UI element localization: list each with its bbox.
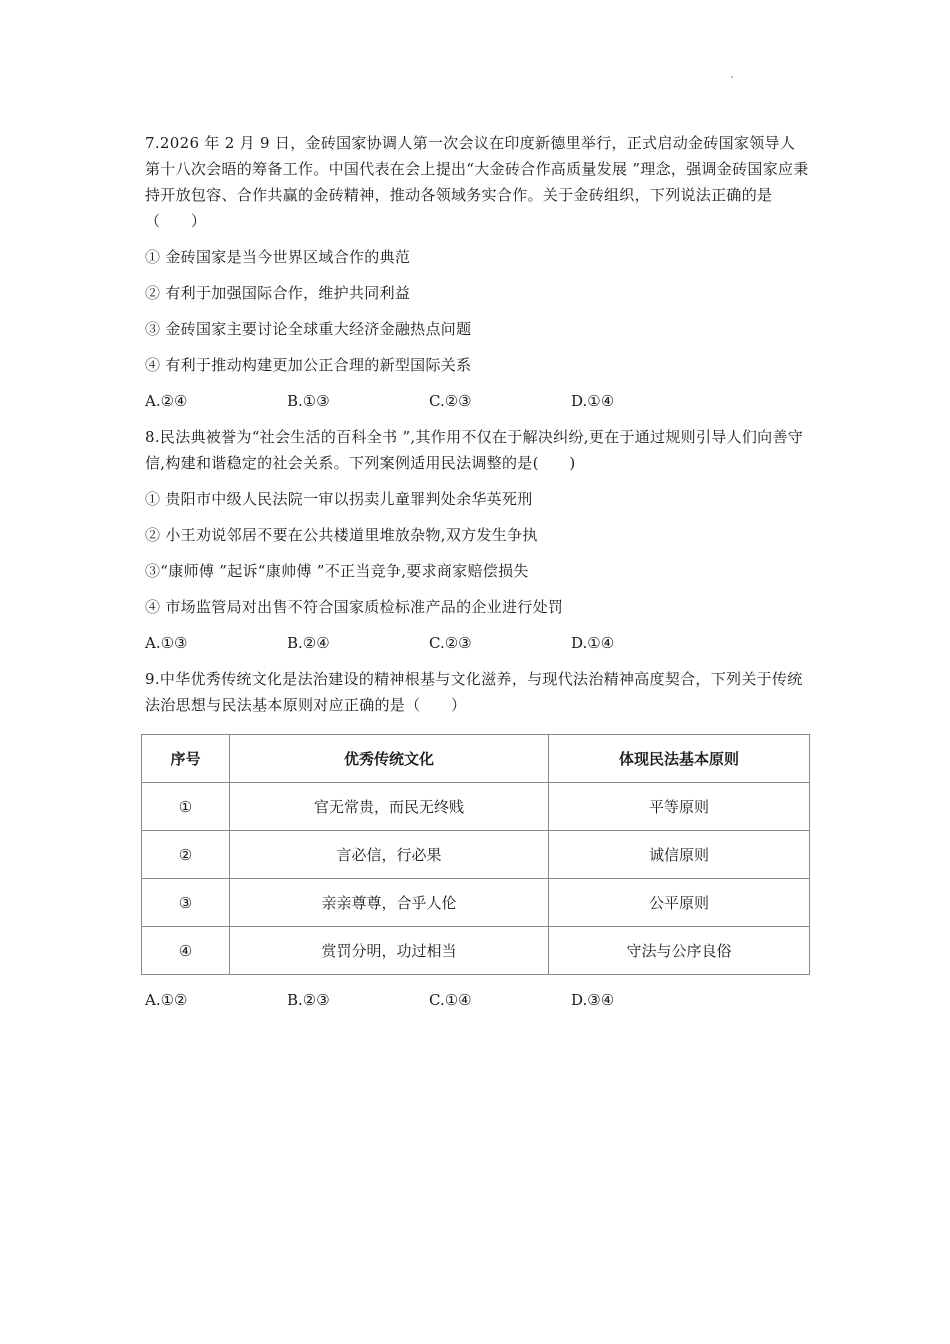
choice-b: B.②④	[287, 634, 330, 652]
question-7-choices	[145, 388, 810, 414]
question-8-option-4: ④ 市场监管局对出售不符合国家质检标准产品的企业进行处罚	[145, 598, 564, 616]
question-8-option-1: ① 贵阳市中级人民法院一审以拐卖儿童罪判处余华英死刑	[145, 490, 533, 508]
table-cell: 言必信，行必果	[230, 831, 549, 879]
table-cell: ④	[142, 927, 230, 975]
question-7-stem: 7.2026 年 2 月 9 日，金砖国家协调人第一次会议在印度新德里举行，正式启动金砖国家领导人第十八次会晤的筹备工作。中国代表在会上提出“大金砖合作高质量发展 ”理念，强调金砖国家应秉持开放包容、合作共赢的金砖精神，推动各领域务实合作。关于金砖组织，下列说法正确的是（ ）	[145, 134, 809, 230]
table-cell: ②	[142, 831, 230, 879]
table-row	[142, 927, 810, 975]
question-9-choices	[145, 987, 810, 1013]
table-cell: 平等原则	[549, 783, 810, 831]
table-header: 序号	[142, 735, 230, 783]
table-cell: ①	[142, 783, 230, 831]
question-8-stem: 8.民法典被誉为“社会生活的百科全书 ”,其作用不仅在于解决纠纷,更在于通过规则引导人们向善守信,构建和谐稳定的社会关系。下列案例适用民法调整的是( )	[145, 428, 804, 472]
choice-a: A.②④	[145, 392, 188, 410]
question-8-choices	[145, 630, 810, 656]
principles-table	[141, 734, 810, 975]
table-cell: 亲亲尊尊，合乎人伦	[230, 879, 549, 927]
question-9-stem: 9.中华优秀传统文化是法治建设的精神根基与文化滋养，与现代法治精神高度契合，下列关于传统法治思想与民法基本原则对应正确的是（ ）	[145, 670, 803, 714]
choice-c: C.②③	[429, 392, 472, 410]
choice-a: A.①②	[145, 991, 188, 1009]
table-header-row	[142, 735, 810, 783]
table-row	[142, 831, 810, 879]
question-9	[145, 666, 810, 1013]
table-row	[142, 879, 810, 927]
question-8-option-3: ③“康师傅 ”起诉“康帅傅 ”不正当竞争,要求商家赔偿损失	[145, 562, 529, 580]
corner-mark	[731, 76, 733, 78]
question-8-option-2: ② 小王劝说邻居不要在公共楼道里堆放杂物,双方发生争执	[145, 526, 538, 544]
choice-a: A.①③	[145, 634, 188, 652]
table-cell: 诚信原则	[549, 831, 810, 879]
question-7-option-2: ② 有利于加强国际合作，维护共同利益	[145, 284, 411, 302]
choice-d: D.③④	[571, 991, 615, 1009]
choice-d: D.①④	[571, 634, 615, 652]
table-cell: 赏罚分明，功过相当	[230, 927, 549, 975]
table-header: 优秀传统文化	[230, 735, 549, 783]
choice-d: D.①④	[571, 392, 615, 410]
exam-page	[145, 130, 810, 1023]
table-cell: 公平原则	[549, 879, 810, 927]
table-cell: 官无常贵，而民无终贱	[230, 783, 549, 831]
question-8	[145, 424, 810, 656]
question-7	[145, 130, 810, 414]
table-cell: 守法与公序良俗	[549, 927, 810, 975]
table-header: 体现民法基本原则	[549, 735, 810, 783]
table-cell: ③	[142, 879, 230, 927]
question-7-option-4: ④ 有利于推动构建更加公正合理的新型国际关系	[145, 356, 472, 374]
choice-c: C.①④	[429, 991, 472, 1009]
choice-b: B.①③	[287, 392, 330, 410]
question-7-option-1: ① 金砖国家是当今世界区域合作的典范	[145, 248, 411, 266]
choice-c: C.②③	[429, 634, 472, 652]
question-7-option-3: ③ 金砖国家主要讨论全球重大经济金融热点问题	[145, 320, 472, 338]
table-row	[142, 783, 810, 831]
choice-b: B.②③	[287, 991, 330, 1009]
